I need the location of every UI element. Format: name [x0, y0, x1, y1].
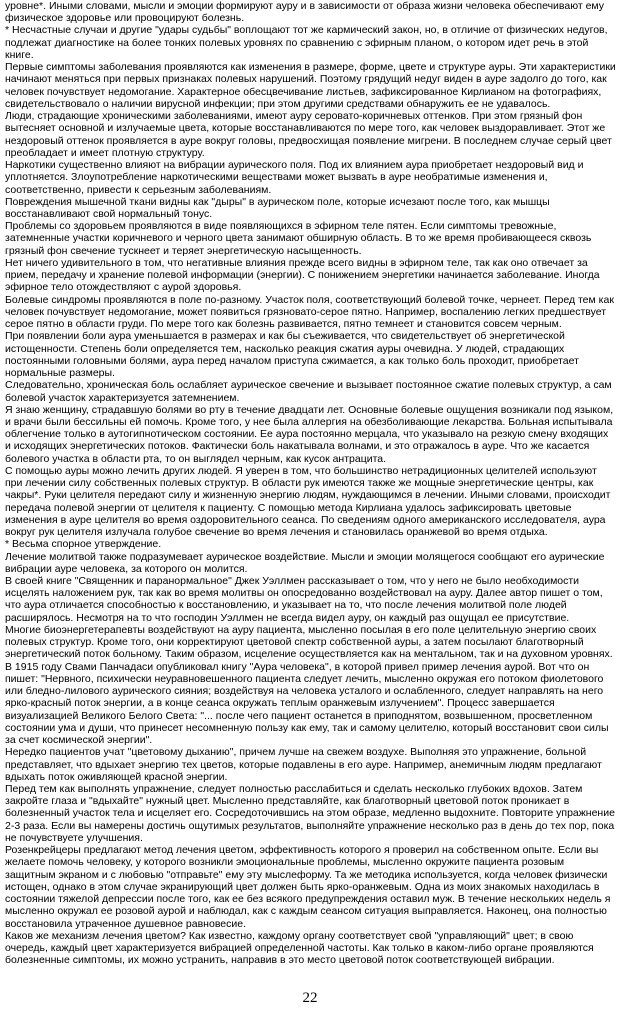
paragraph: Нет ничего удивительного в том, что негативные влияния прежде всего видны в эфирном теле, так как оно отвечает за прием, передачу и хранение полевой информации (энергии). С понижением энергетики начинается заболевание. Иногда эфирное тело отождествляют с аурой здоровья. [5, 256, 600, 294]
paragraph: В своей книге "Священник и паранормальное" Джек Уэллмен рассказывает о том, что у него не было необходимости исцелять наложением рук, так как во время молитвы он опосредованно воздействовал на ауру. Далее автор пишет о том, что аура отличается способностью к восстановлению, и указывает на то, что после лечения молитвой поле людей расширялось. Несмотря на то что господин Уэллмен не всегда видел ауру, он каждый раз ощущал ее присутствие. [5, 575, 603, 624]
paragraph: Лечение молитвой также подразумевает аурическое воздействие. Мысли и эмоции молящегося сообщают его аурические вибрации ауре человека, за которого он молится. [5, 550, 605, 575]
paragraph: В 1915 году Свами Панчадаси опубликовал книгу "Аура человека", в которой привел пример лечения аурой. Вот что он пишет: "Нервного, психически неуравновешенного пациента следует лечить, мысленно окружая его потоком фиолетового или бледно-лилового аурического сияния; воздействуя на человека усталого и ослабленного, следует направлять на него ярко-красный поток энергии, а в конце сеанса окружать теплым оранжевым излучением". Процесс завершается визуализацией Великого Белого Света: "... после чего пациент останется в приподнятом, возвышенном, просветленном состоянии ума и души, что принесет несомненную пользу как ему, так и самому целителю, который восстановит свои силы за счет космической энергии". [5, 660, 609, 747]
paragraph: Многие биоэнергетерапевты воздействуют на ауру пациента, мысленно посылая в его поле целительную энергию своих полевых структур. Кроме того, они корректируют цветовой спектр собственной ауры, а затем посылают благотворный энергетический поток больному. Таким образом, исцеление осуществляется как на ментальном, так и на духовном уровнях. [5, 623, 613, 661]
page-body [5, 0, 616, 967]
paragraph: Следовательно, хроническая боль ослабляет аурическое свечение и вызывает постоянное сжатие полевых структур, а сам болевой участок характеризуется затемнением. [5, 379, 612, 404]
paragraph: Я знаю женщину, страдавшую болями во рту в течение двадцати лет. Основные болевые ощущения возникали под языком, и врачи были бессильны ей помочь. Кроме того, у нее была аллергия на обезболивающие лекарства. Больная испытывала облегчение только в аутогипнотическом состоянии. Ее аура постоянно мерцала, что указывало на резкую смену входящих и исходящих энергетических потоков. Фактически боль накатывала волнами, и это отражалось в ауре. Что же касается болевого участка в области рта, то он выглядел черным, как кусок антрацита. [5, 403, 614, 465]
paragraph: Каков же механизм лечения цветом? Как известно, каждому органу соответствует свой "управляющий" цвет; в свою очередь, каждый цвет характеризуется вибрацией определенной частоты. Как только в каком-либо органе проявляются болезненные симптомы, их можно устранить, направив в это место цветовой поток соответствующей вибрации. [5, 929, 594, 967]
paragraph: С помощью ауры можно лечить других людей. Я уверен в том, что большинство нетрадиционных целителей используют при лечении силу собственных полевых структур. В области рук имеются также же мощные энергетические центры, как чакры*. Руки целителя передают силу и жизненную энергию людям, нуждающимся в лечении. Иными словами, происходит передача полевой энергии от целителя к пациенту. С помощью метода Кирлиана удалось зафиксировать цветовые изменения в ауре целителя во время оздоровительного сеанса. По сведениям одного американского исследователя, аура вокруг рук целителя излучала голубое свечение во время лечения и становилась оранжевой во время отдыха. [5, 464, 611, 539]
paragraph: Нередко пациентов учат "цветовому дыханию", причем лучше на свежем воздухе. Выполняя это упражнение, больной представляет, что вдыхает энергию тех цветов, которые подавлены в его ауре. Например, анемичным людям предлагают вдыхать поток оживляющей красной энергии. [5, 746, 602, 783]
paragraph: уровне*. Иными словами, мысли и эмоции формируют ауру и в зависимости от образа жизни человека обеспечивают ему физическое здоровье или провоцируют болезнь. [5, 0, 605, 25]
paragraph: Болевые синдромы проявляются в поле по-разному. Участок поля, соответствующий болевой точке, чернеет. Перед тем как человек почувствует недомогание, может появиться грязновато-серое пятно. Например, воспалению легких предшествует серое пятно в области груди. По мере того как болезнь развивается, пятно темнеет и становится совсем черным. [5, 293, 614, 331]
paragraph: При появлении боли аура уменьшается в размерах и как бы съеживается, что свидетельствует об энергетической истощенности. Степень боли определяется тем, насколько реакция сжатия ауры очевидна. У людей, страдающих постоянными головными болями, аура перед началом приступа сжимается, а как только боль проходит, приобретает нормальные размеры. [5, 330, 579, 380]
paragraph: Повреждения мышечной ткани видны как "дыры" в аурическом поле, которые исчезают после того, как мышцы восстанавливают свой нормальный тонус. [5, 195, 550, 220]
paragraph: Проблемы со здоровьем проявляются в виде появляющихся в эфирном теле пятен. Если симптомы тревожные, затемненные участки коричневого и черного цвета занимают обширную область. В то же время пробивающееся сквозь грязный фон свечение тускнеет и теряет энергетическую насыщенность. [5, 220, 592, 257]
footnote: * Несчастные случаи и другие "удары судьбы" воплощают тот же кармический закон, но, в отличие от физических недугов, подлежат диагностике на более тонких полевых уровнях по сравнению с эфирным планом, о котором идет речь в этой книге. [5, 24, 608, 61]
paragraph: Наркотики существенно влияют на вибрации аурического поля. Под их влиянием аура приобретает нездоровый вид и уплотняется. Злоупотребление наркотическими веществами может вызвать в ауре необратимые изменения и, соответственно, привести к серьезным заболеваниям. [5, 159, 584, 196]
paragraph: Первые симптомы заболевания проявляются как изменения в размере, форме, цвете и структуре ауры. Эти характеристики начинают меняться при первых признаках полевых нарушений. Поэтому грядущий недуг виден в ауре задолго до того, как человек почувствует недомогание. Характерное обесцвечивание листьев, зафиксированное Кирлианом на фотографиях, свидетельствовало о наличии вирусной инфекции; при этом другими средствами обнаружить ее не удавалось. [5, 61, 616, 110]
paragraph: Перед тем как выполнять упражнение, следует полностью расслабиться и сделать несколько глубоких вдохов. Затем закройте глаза и "вдыхайте" нужный цвет. Мысленно представляйте, как благотворный цветовой поток проникает в болезненный участок тела и исцеляет его. Сосредоточившись на этом образе, медленно выдохните. Повторите упражнение 2-3 раза. Если вы намерены достичь ощутимых результатов, выполняйте упражнение несколько раз в день до тех пор, пока не почувствуете улучшения. [5, 783, 615, 844]
footnote: * Весьма спорное утверждение. [5, 538, 162, 551]
page-number: 22 [302, 990, 318, 1006]
paragraph: Розенкрейцеры предлагают метод лечения цветом, эффективность которого я проверил на собственном опыте. Если вы желаете помочь человеку, у которого возникли эмоциональные проблемы, мысленно окружите пациента розовым защитным экраном и с любовью "отправьте" ему эту мыслеформу. Та же методика используется, когда человек физически истощен, однако в этом случае экранирующий цвет должен быть ярко-оранжевым. Одна из моих знакомых находилась в состоянии тяжелой депрессии после того, как ее без всякого предупреждения оставил муж. В течение нескольких недель я мысленно окружал ее розовой аурой и наблюдал, как с каждым сеансом ситуация выправляется. Наконец, она полностью восстановила утраченное душевное равновесие. [5, 844, 611, 930]
paragraph: Люди, страдающие хроническими заболеваниями, имеют ауру серовато-коричневых оттенков. При этом грязный фон вытесняет основной и излучаемые цвета, которые восстанавливаются по мере того, как человек выздоравливает. Этот же нездоровый оттенок проявляется в ауре вокруг головы, предвосхищая появление мигрени. В последнем случае серый цвет преобладает и имеет плотную структуру. [5, 110, 612, 159]
